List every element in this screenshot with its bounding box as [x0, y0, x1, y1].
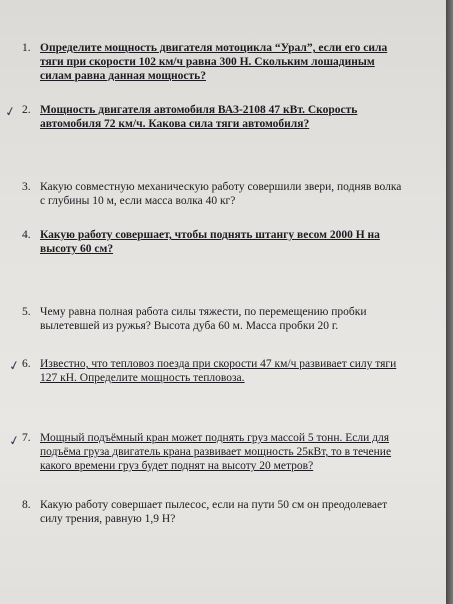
question-text: Мощность двигателя автомобиля ВАЗ-2108 47 кВт. Скорость автомобиля 72 км/ч. Какова сила тяги автомобиля?: [40, 104, 358, 130]
question-number: 8.: [22, 499, 31, 511]
question-3: [22, 180, 402, 208]
question-8: [22, 498, 402, 526]
question-number: 2.: [22, 104, 31, 116]
question-6: [22, 357, 402, 385]
question-text: Чему равна полная работа силы тяжести, по перемещению пробки вылетевшей из ружья? Высота дуба 60 м. Масса пробки 20 г.: [40, 306, 367, 332]
question-text: Определите мощность двигателя мотоцикла “Урал”, если его сила тяги при скорости 102 км/ч равна 300 Н. Скольким лошадиным силам равна данная мощность?: [40, 42, 388, 82]
question-number: 5.: [22, 306, 31, 318]
question-text: Какую совместную механическую работу совершили звери, подняв волка с глубины 10 м, если масса волка 40 кг?: [40, 181, 402, 207]
question-2: [22, 103, 402, 131]
question-number: 7.: [22, 432, 31, 444]
question-text: Мощный подъёмный кран может поднять груз массой 5 тонн. Если для подъёма груза двигатель крана развивает мощность 25кВт, то в течение какого времени груз будет поднят на высоту 20 метров?: [40, 432, 392, 472]
question-text: Какую работу совершает пылесос, если на пути 50 см он преодолевает силу трения, равную 1,9 Н?: [40, 499, 388, 525]
page-edge-shadow: [446, 0, 453, 604]
question-number: 4.: [22, 229, 31, 241]
question-number: 1.: [22, 42, 31, 54]
question-text: Какую работу совершает, чтобы поднять штангу весом 2000 Н на высоту 60 см?: [40, 229, 380, 255]
check-mark: ✓: [7, 358, 22, 375]
check-mark: ✓: [7, 433, 22, 450]
question-number: 6.: [22, 358, 31, 370]
check-mark: ✓: [3, 104, 18, 121]
question-7: [22, 431, 402, 473]
question-number: 3.: [22, 181, 31, 193]
question-5: [22, 305, 402, 333]
question-4: [22, 228, 402, 256]
question-text: Известно, что тепловоз поезда при скорости 47 км/ч развивает силу тяги 127 кН. Определите мощность тепловоза.: [40, 358, 397, 384]
question-1: [22, 41, 402, 83]
